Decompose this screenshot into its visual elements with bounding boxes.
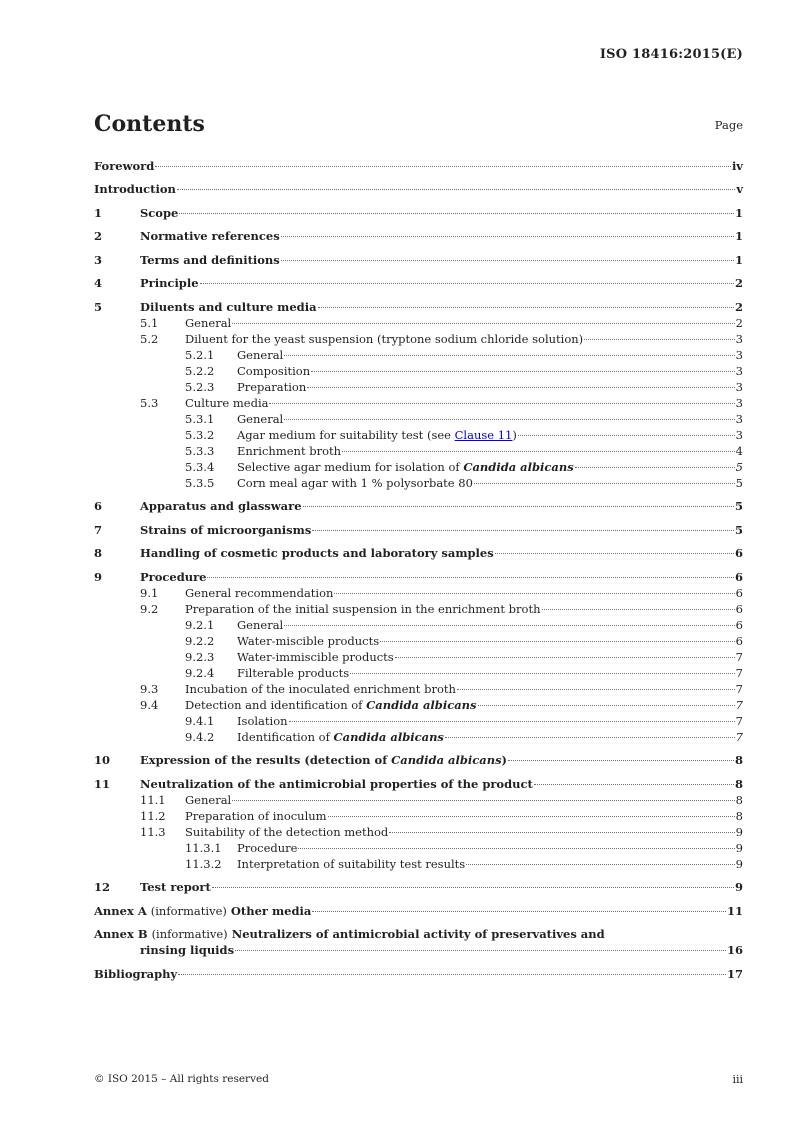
toc-entry-number: 10: [94, 753, 111, 767]
toc-entry-number: 7: [94, 522, 103, 537]
toc-entry-1[interactable]: [94, 205, 743, 221]
toc-page-number: 7: [735, 665, 743, 680]
dot-leader: [395, 657, 735, 658]
toc-entry-title: Diluents and culture media: [140, 299, 317, 314]
toc-page-number: 17: [726, 966, 743, 981]
dot-leader: [155, 166, 731, 167]
toc-entry-title: Incubation of the inoculated enrichment broth: [185, 681, 456, 696]
annex-type: (informative): [151, 927, 228, 941]
toc-entry-number: 11: [94, 776, 111, 791]
toc-entry-title: Test report: [140, 880, 211, 894]
dot-leader: [200, 283, 734, 284]
dot-leader: [457, 689, 735, 690]
toc-entry-number: 1: [94, 205, 103, 220]
toc-entry-title: Bibliography: [94, 966, 178, 981]
dot-leader: [179, 213, 734, 214]
dot-leader: [318, 307, 734, 308]
toc-entry-title: Principle: [140, 276, 199, 290]
toc-entry-title: Procedure: [140, 569, 207, 584]
document-id: ISO 18416:2015(E): [599, 47, 743, 62]
dot-leader: [312, 530, 734, 531]
toc-page-number: 9: [735, 824, 743, 839]
toc-entry-title: [140, 752, 507, 768]
toc-page-number: 3: [735, 395, 743, 410]
dot-leader: [328, 816, 735, 817]
dot-leader: [389, 832, 734, 833]
page-column-label: Page: [714, 118, 743, 132]
dot-leader: [284, 355, 734, 356]
toc-entry-title: Corn meal agar with 1 % polysorbate 80: [237, 475, 473, 490]
toc-entry-5-3-3[interactable]: [94, 443, 743, 459]
toc-entry-number: 12: [94, 880, 111, 894]
toc-entry-title: Preparation: [237, 379, 307, 394]
annex-type: (informative): [150, 903, 227, 918]
toc-page-number: 2: [734, 299, 743, 314]
toc-entry-title: Introduction: [94, 182, 176, 196]
species-name: Candida albicans: [463, 459, 574, 474]
toc-entry-title: General: [237, 411, 284, 426]
toc-entry-number: 5.3.2: [185, 427, 215, 442]
toc-page-number: 3: [735, 427, 743, 442]
toc-entry-5-2-3[interactable]: [94, 379, 743, 395]
toc-entry-title: General recommendation: [185, 585, 334, 600]
toc-entry-number: 6: [94, 499, 103, 513]
dot-leader: [284, 625, 734, 626]
toc-entry-11-3-2[interactable]: [94, 856, 743, 872]
toc-entry-3[interactable]: [94, 252, 743, 268]
toc-page-number: 9: [735, 840, 743, 855]
toc-entry-5-3-1[interactable]: [94, 411, 743, 427]
annex-b-second-line: [94, 942, 743, 958]
toc-entry-number: 4: [94, 276, 103, 290]
toc-page-number: 6: [734, 569, 743, 584]
toc-entry-title: Diluent for the yeast suspension (tryptone sodium chloride solution): [185, 331, 584, 346]
dot-leader: [542, 609, 735, 610]
toc-page-number: 3: [735, 363, 743, 378]
toc-entry-title: General: [237, 617, 284, 632]
dot-leader: [534, 784, 734, 785]
toc-page-number: 7: [735, 697, 743, 712]
toc-entry-number: 5.2.2: [185, 363, 215, 378]
dot-leader: [584, 339, 735, 340]
toc-page-number: 7: [735, 681, 743, 696]
toc-entry-11-3-1[interactable]: [94, 840, 743, 856]
toc-entry-number: 9.2: [140, 601, 159, 616]
toc-entry-title: Preparation of inoculum: [185, 808, 327, 823]
toc-entry-number: 9: [94, 569, 103, 584]
toc-entry-number: 11.3.1: [185, 840, 222, 855]
species-name: Candida albicans: [333, 729, 444, 744]
toc-page-number: 5: [734, 522, 743, 537]
toc-entry-number: 9.1: [140, 585, 159, 600]
toc-title-text: Identification of: [237, 729, 334, 744]
dot-leader: [575, 467, 735, 468]
dot-leader: [380, 641, 735, 642]
toc-entry-11[interactable]: [94, 776, 743, 792]
footer-page-number: iii: [732, 1073, 743, 1086]
toc-page-number: 8: [734, 753, 743, 767]
toc-entry-number: 11.1: [140, 792, 166, 807]
dot-leader: [281, 236, 734, 237]
toc-page-number: 9: [734, 880, 743, 894]
toc-title-text: ): [501, 753, 507, 767]
toc-entry-title: Procedure: [237, 840, 298, 855]
toc-page-number: 5: [735, 459, 743, 474]
toc-page-number: 9: [735, 856, 743, 871]
toc-page-number: 3: [735, 379, 743, 394]
toc-page-number: 2: [735, 315, 743, 330]
toc-entry-9-4[interactable]: [94, 697, 743, 713]
toc-entry-title: General: [185, 792, 232, 807]
toc-entry-number: 9.4.2: [185, 729, 215, 744]
toc-entry-5-2-1[interactable]: [94, 347, 743, 363]
toc-entry-number: 3: [94, 252, 103, 267]
toc-entry-4[interactable]: [94, 275, 743, 291]
toc-entry-number: 9.2.3: [185, 649, 215, 664]
toc-entry-title: [237, 729, 444, 745]
toc-entry-title: Scope: [140, 205, 179, 220]
toc-page-number: 5: [734, 499, 743, 513]
toc-entry-number: 5.3: [140, 395, 159, 410]
dot-leader: [342, 451, 735, 452]
toc-entry-annex-a[interactable]: [94, 903, 743, 919]
dot-leader: [232, 800, 734, 801]
toc-entry-5-2-2[interactable]: [94, 363, 743, 379]
dot-leader: [235, 950, 726, 951]
toc-page-number: 8: [734, 776, 743, 791]
species-name: Candida albicans: [391, 753, 502, 767]
dot-leader: [334, 593, 734, 594]
toc-page-number: v: [736, 182, 743, 196]
toc-entry-bibliography[interactable]: [94, 966, 743, 982]
toc-entry-annex-b[interactable]: [94, 926, 743, 958]
toc-entry-title: Water-immiscible products: [237, 649, 394, 664]
toc-page-number: 6: [735, 617, 743, 632]
dot-leader: [307, 387, 734, 388]
toc-page-number: 7: [735, 713, 743, 728]
toc-page-number: 7: [735, 649, 743, 664]
toc-entry-title: Composition: [237, 363, 311, 378]
toc-title-text: ): [512, 427, 517, 442]
toc-entry-number: 5.1: [140, 315, 159, 330]
toc-entry-number: 9.4.1: [185, 713, 215, 728]
toc-entry-title: Apparatus and glassware: [140, 499, 302, 513]
toc-entry-number: 9.2.1: [185, 617, 215, 632]
toc-entry-8[interactable]: [94, 545, 743, 561]
annex-label: Annex A: [94, 903, 147, 918]
toc-entry-title: Water-miscible products: [237, 633, 380, 648]
dot-leader: [474, 483, 735, 484]
toc-entry-title: Isolation: [237, 713, 288, 728]
dot-leader: [508, 760, 734, 761]
page-title: Contents: [94, 111, 205, 137]
toc-page-number: 1: [734, 252, 743, 267]
dot-leader: [232, 323, 734, 324]
toc-entry-9-2-3[interactable]: [94, 649, 743, 665]
toc-entry-9-1[interactable]: [94, 585, 743, 601]
dot-leader: [303, 506, 734, 507]
dot-leader: [312, 911, 726, 912]
dot-leader: [284, 419, 734, 420]
toc-page-number: 3: [735, 347, 743, 362]
toc-title-text: Agar medium for suitability test (see: [237, 427, 455, 442]
toc-entry-5-3-4[interactable]: [94, 459, 743, 475]
toc-entry-11-3[interactable]: [94, 824, 743, 840]
toc-entry-number: 5.3.5: [185, 475, 215, 490]
toc-entry-title: Culture media: [185, 395, 269, 410]
toc-entry-5-1[interactable]: [94, 315, 743, 331]
toc-entry-title: Enrichment broth: [237, 443, 342, 458]
toc-entry-10[interactable]: [94, 752, 743, 768]
toc-page-number: 6: [734, 546, 743, 560]
toc-entry-foreword[interactable]: [94, 158, 743, 174]
toc-title-text: Detection and identification of: [185, 697, 367, 712]
dot-leader: [478, 705, 735, 706]
toc-entry-number: 9.4: [140, 697, 159, 712]
toc-entry-number: 5.2: [140, 331, 159, 346]
toc-entry-title-continued: rinsing liquids: [140, 943, 235, 957]
toc-entry-5-3-2[interactable]: [94, 427, 743, 443]
toc-page-number: 1: [734, 229, 743, 243]
toc-page-number: 6: [735, 601, 743, 616]
toc-entry-number: 11.2: [140, 808, 166, 823]
toc-page-number: 3: [735, 411, 743, 426]
toc-entry-11-2[interactable]: [94, 808, 743, 824]
toc-entry-title: [185, 697, 477, 713]
toc-entry-title: Terms and definitions: [140, 252, 280, 267]
toc-entry-5[interactable]: [94, 299, 743, 315]
toc-entry-title: Handling of cosmetic products and laboratory samples: [140, 546, 494, 560]
table-of-contents: [94, 150, 743, 982]
toc-page-number: 6: [735, 633, 743, 648]
toc-entry-number: 11.3.2: [185, 856, 222, 871]
toc-entry-title: General: [185, 315, 232, 330]
clause-11-link[interactable]: Clause 11: [454, 427, 513, 442]
toc-entry-number: 5.2.3: [185, 379, 215, 394]
toc-entry-2[interactable]: [94, 228, 743, 244]
toc-entry-title: Neutralizers of antimicrobial activity of preservatives and: [231, 927, 605, 941]
dot-leader: [177, 189, 735, 190]
dot-leader: [207, 577, 734, 578]
toc-entry-7[interactable]: [94, 522, 743, 538]
toc-entry-number: 9.3: [140, 681, 159, 696]
toc-page-number: 16: [726, 943, 743, 957]
toc-page-number: iv: [731, 158, 743, 173]
toc-entry-11-1[interactable]: [94, 792, 743, 808]
toc-page-number: 11: [726, 903, 743, 918]
toc-entry-number: 11.3: [140, 824, 166, 839]
dot-leader: [311, 371, 735, 372]
toc-entry-12[interactable]: [94, 879, 743, 895]
toc-page-number: 4: [735, 443, 743, 458]
toc-entry-9-2-2[interactable]: [94, 633, 743, 649]
dot-leader: [445, 737, 735, 738]
annex-b-first-line: [94, 926, 743, 942]
toc-entry-number: 5.3.4: [185, 459, 215, 474]
toc-page-number: 3: [735, 331, 743, 346]
dot-leader: [178, 974, 726, 975]
annex-label: Annex B: [94, 927, 148, 941]
toc-entry-9[interactable]: [94, 569, 743, 585]
toc-entry-title: Suitability of the detection method: [185, 824, 389, 839]
dot-leader: [212, 887, 734, 888]
toc-entry-9-4-2[interactable]: [94, 729, 743, 745]
toc-entry-9-2[interactable]: [94, 601, 743, 617]
toc-entry-title: [237, 427, 517, 443]
toc-entry-introduction[interactable]: [94, 181, 743, 197]
toc-entry-title: Foreword: [94, 158, 155, 173]
dot-leader: [298, 848, 734, 849]
toc-page-number: 8: [735, 792, 743, 807]
toc-entry-title: Neutralization of the antimicrobial properties of the product: [140, 776, 533, 791]
toc-page-number: 8: [735, 808, 743, 823]
toc-entry-number: 9.2.4: [185, 665, 215, 680]
toc-entry-title: Filterable products: [237, 665, 350, 680]
dot-leader: [281, 260, 734, 261]
toc-entry-title: Normative references: [140, 229, 280, 243]
toc-title-text: Expression of the results (detection of: [140, 753, 392, 767]
toc-entry-number: 2: [94, 229, 103, 243]
toc-page-number: 2: [734, 276, 743, 290]
toc-entry-title: Preparation of the initial suspension in the enrichment broth: [185, 601, 541, 616]
toc-entry-number: 9.2.2: [185, 633, 215, 648]
copyright-notice: © ISO 2015 – All rights reserved: [94, 1073, 269, 1085]
toc-entry-title: Strains of microorganisms: [140, 522, 312, 537]
toc-entry-5-2[interactable]: [94, 331, 743, 347]
toc-entry-5-3[interactable]: [94, 395, 743, 411]
dot-leader: [289, 721, 735, 722]
toc-entry-number: 8: [94, 546, 103, 560]
toc-entry-number: 5.3.1: [185, 411, 215, 426]
toc-page-number: 7: [735, 729, 743, 744]
toc-entry-title: Other media: [230, 903, 312, 918]
toc-entry-title: Interpretation of suitability test results: [237, 856, 466, 871]
dot-leader: [518, 435, 735, 436]
dot-leader: [495, 553, 734, 554]
toc-title-text: Selective agar medium for isolation of: [237, 459, 464, 474]
dot-leader: [350, 673, 735, 674]
toc-page-number: 1: [734, 205, 743, 220]
toc-entry-title: General: [237, 347, 284, 362]
dot-leader: [269, 403, 734, 404]
toc-entry-title: [237, 459, 574, 475]
toc-entry-6[interactable]: [94, 498, 743, 514]
species-name: Candida albicans: [366, 697, 477, 712]
toc-entry-9-4-1[interactable]: [94, 713, 743, 729]
toc-entry-9-2-4[interactable]: [94, 665, 743, 681]
toc-entry-5-3-5[interactable]: [94, 475, 743, 491]
toc-entry-number: 5.2.1: [185, 347, 215, 362]
toc-page-number: 6: [735, 585, 743, 600]
toc-entry-9-3[interactable]: [94, 681, 743, 697]
dot-leader: [466, 864, 734, 865]
toc-page-number: 5: [735, 475, 743, 490]
toc-entry-number: 5.3.3: [185, 443, 215, 458]
toc-entry-number: 5: [94, 299, 103, 314]
toc-entry-9-2-1[interactable]: [94, 617, 743, 633]
